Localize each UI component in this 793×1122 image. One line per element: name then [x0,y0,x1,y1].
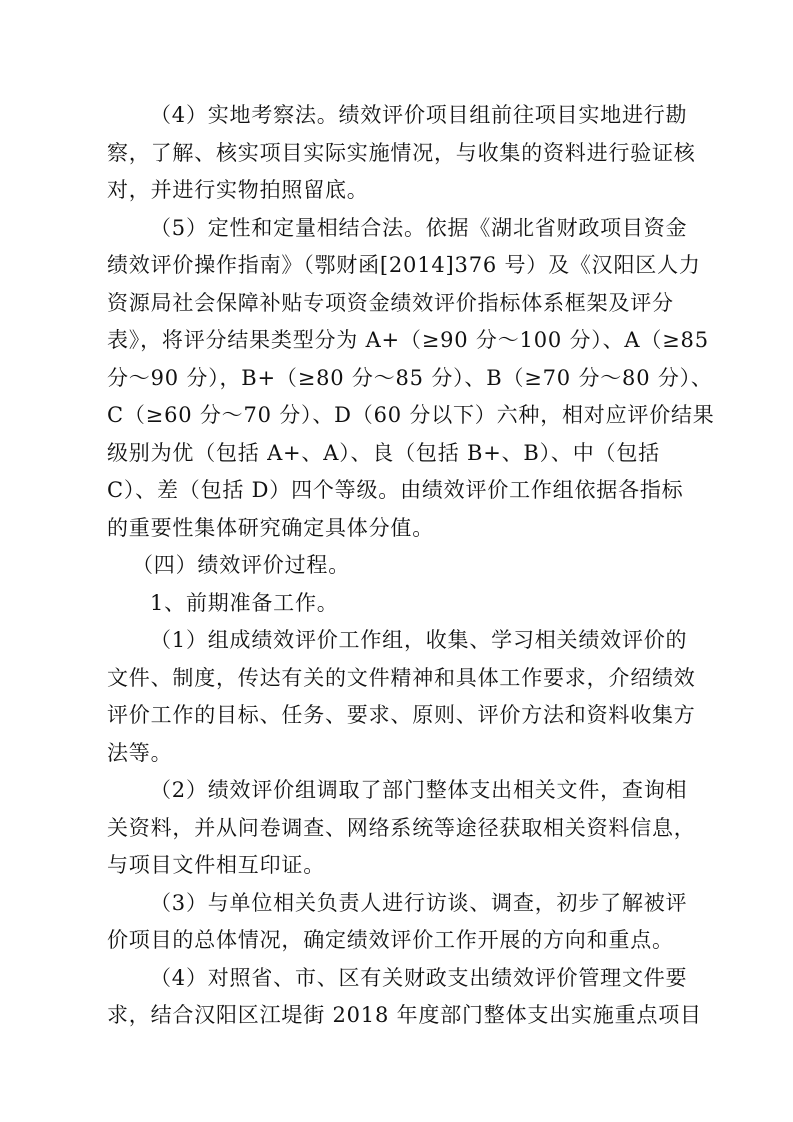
text-line: 级别为优（包括 A+、A）、良（包括 B+、B）、中（包括 [107,440,660,465]
text-line: 文件、制度，传达有关的文件精神和具体工作要求，介绍绩效 [107,665,696,690]
text-line: 察，了解、核实项目实际实施情况，与收集的资料进行验证核 [107,140,696,165]
text-line: 对，并进行实物拍照留底。 [107,178,369,202]
text-line: C（≥60 分～70 分）、D（60 分以下）六种，相对应评价结果 [107,403,715,427]
text-line: 分～90 分），B+（≥80 分～85 分）、B（≥70 分～80 分）、 [107,365,713,390]
document-body [107,97,715,1035]
p5-interviews [107,885,687,960]
text-line: 资源局社会保障补贴专项资金绩效评价指标体系框架及评分 [107,290,674,315]
text-line: 法等。 [107,740,173,765]
p6-requirements [107,960,702,1035]
text-line: 绩效评价操作指南》（鄂财函[2014]376 号）及《汉阳区人力 [107,253,701,277]
text-line: 价项目的总体情况，确定绩效评价工作开展的方向和重点。 [107,928,674,952]
section-heading-process [107,547,687,585]
text-line: 关资料，并从问卷调查、网络系统等途径获取相关资料信息， [107,815,696,840]
text-line: 与项目文件相互印证。 [107,853,325,877]
text-line: （1）组成绩效评价工作组，收集、学习相关绩效评价的 [150,628,688,652]
text-line: C）、差（包括 D）四个等级。由绩效评价工作组依据各指标 [107,478,684,502]
text-line: 表》，将评分结果类型分为 A+（≥90 分～100 分）、A（≥85 [107,328,709,352]
p4-collect-documents [107,772,696,885]
text-line: 评价工作的目标、任务、要求、原则、评价方法和资料收集方 [107,703,696,727]
text-line: （2）绩效评价组调取了部门整体支出相关文件，查询相 [150,778,688,802]
text-line: 1、前期准备工作。 [150,590,339,615]
text-line: 求，结合汉阳区江堤街 2018 年度部门整体支出实施重点项目 [107,1003,702,1027]
text-line: （3）与单位相关负责人进行访谈、调查，初步了解被评 [150,890,688,915]
text-line: （4）对照省、市、区有关财政支出绩效评价管理文件要 [150,965,688,990]
text-line: （四）绩效评价过程。 [132,553,350,577]
subheading-preparation [107,585,687,623]
p1-field-survey [107,97,696,210]
text-line: 的重要性集体研究确定具体分值。 [107,515,434,540]
p2-qualitative-quantitative [107,210,715,548]
text-line: （5）定性和定量相结合法。依据《湖北省财政项目资金 [150,215,688,240]
text-line: （4）实地考察法。绩效评价项目组前往项目实地进行勘 [150,103,688,127]
p3-form-team [107,622,696,772]
